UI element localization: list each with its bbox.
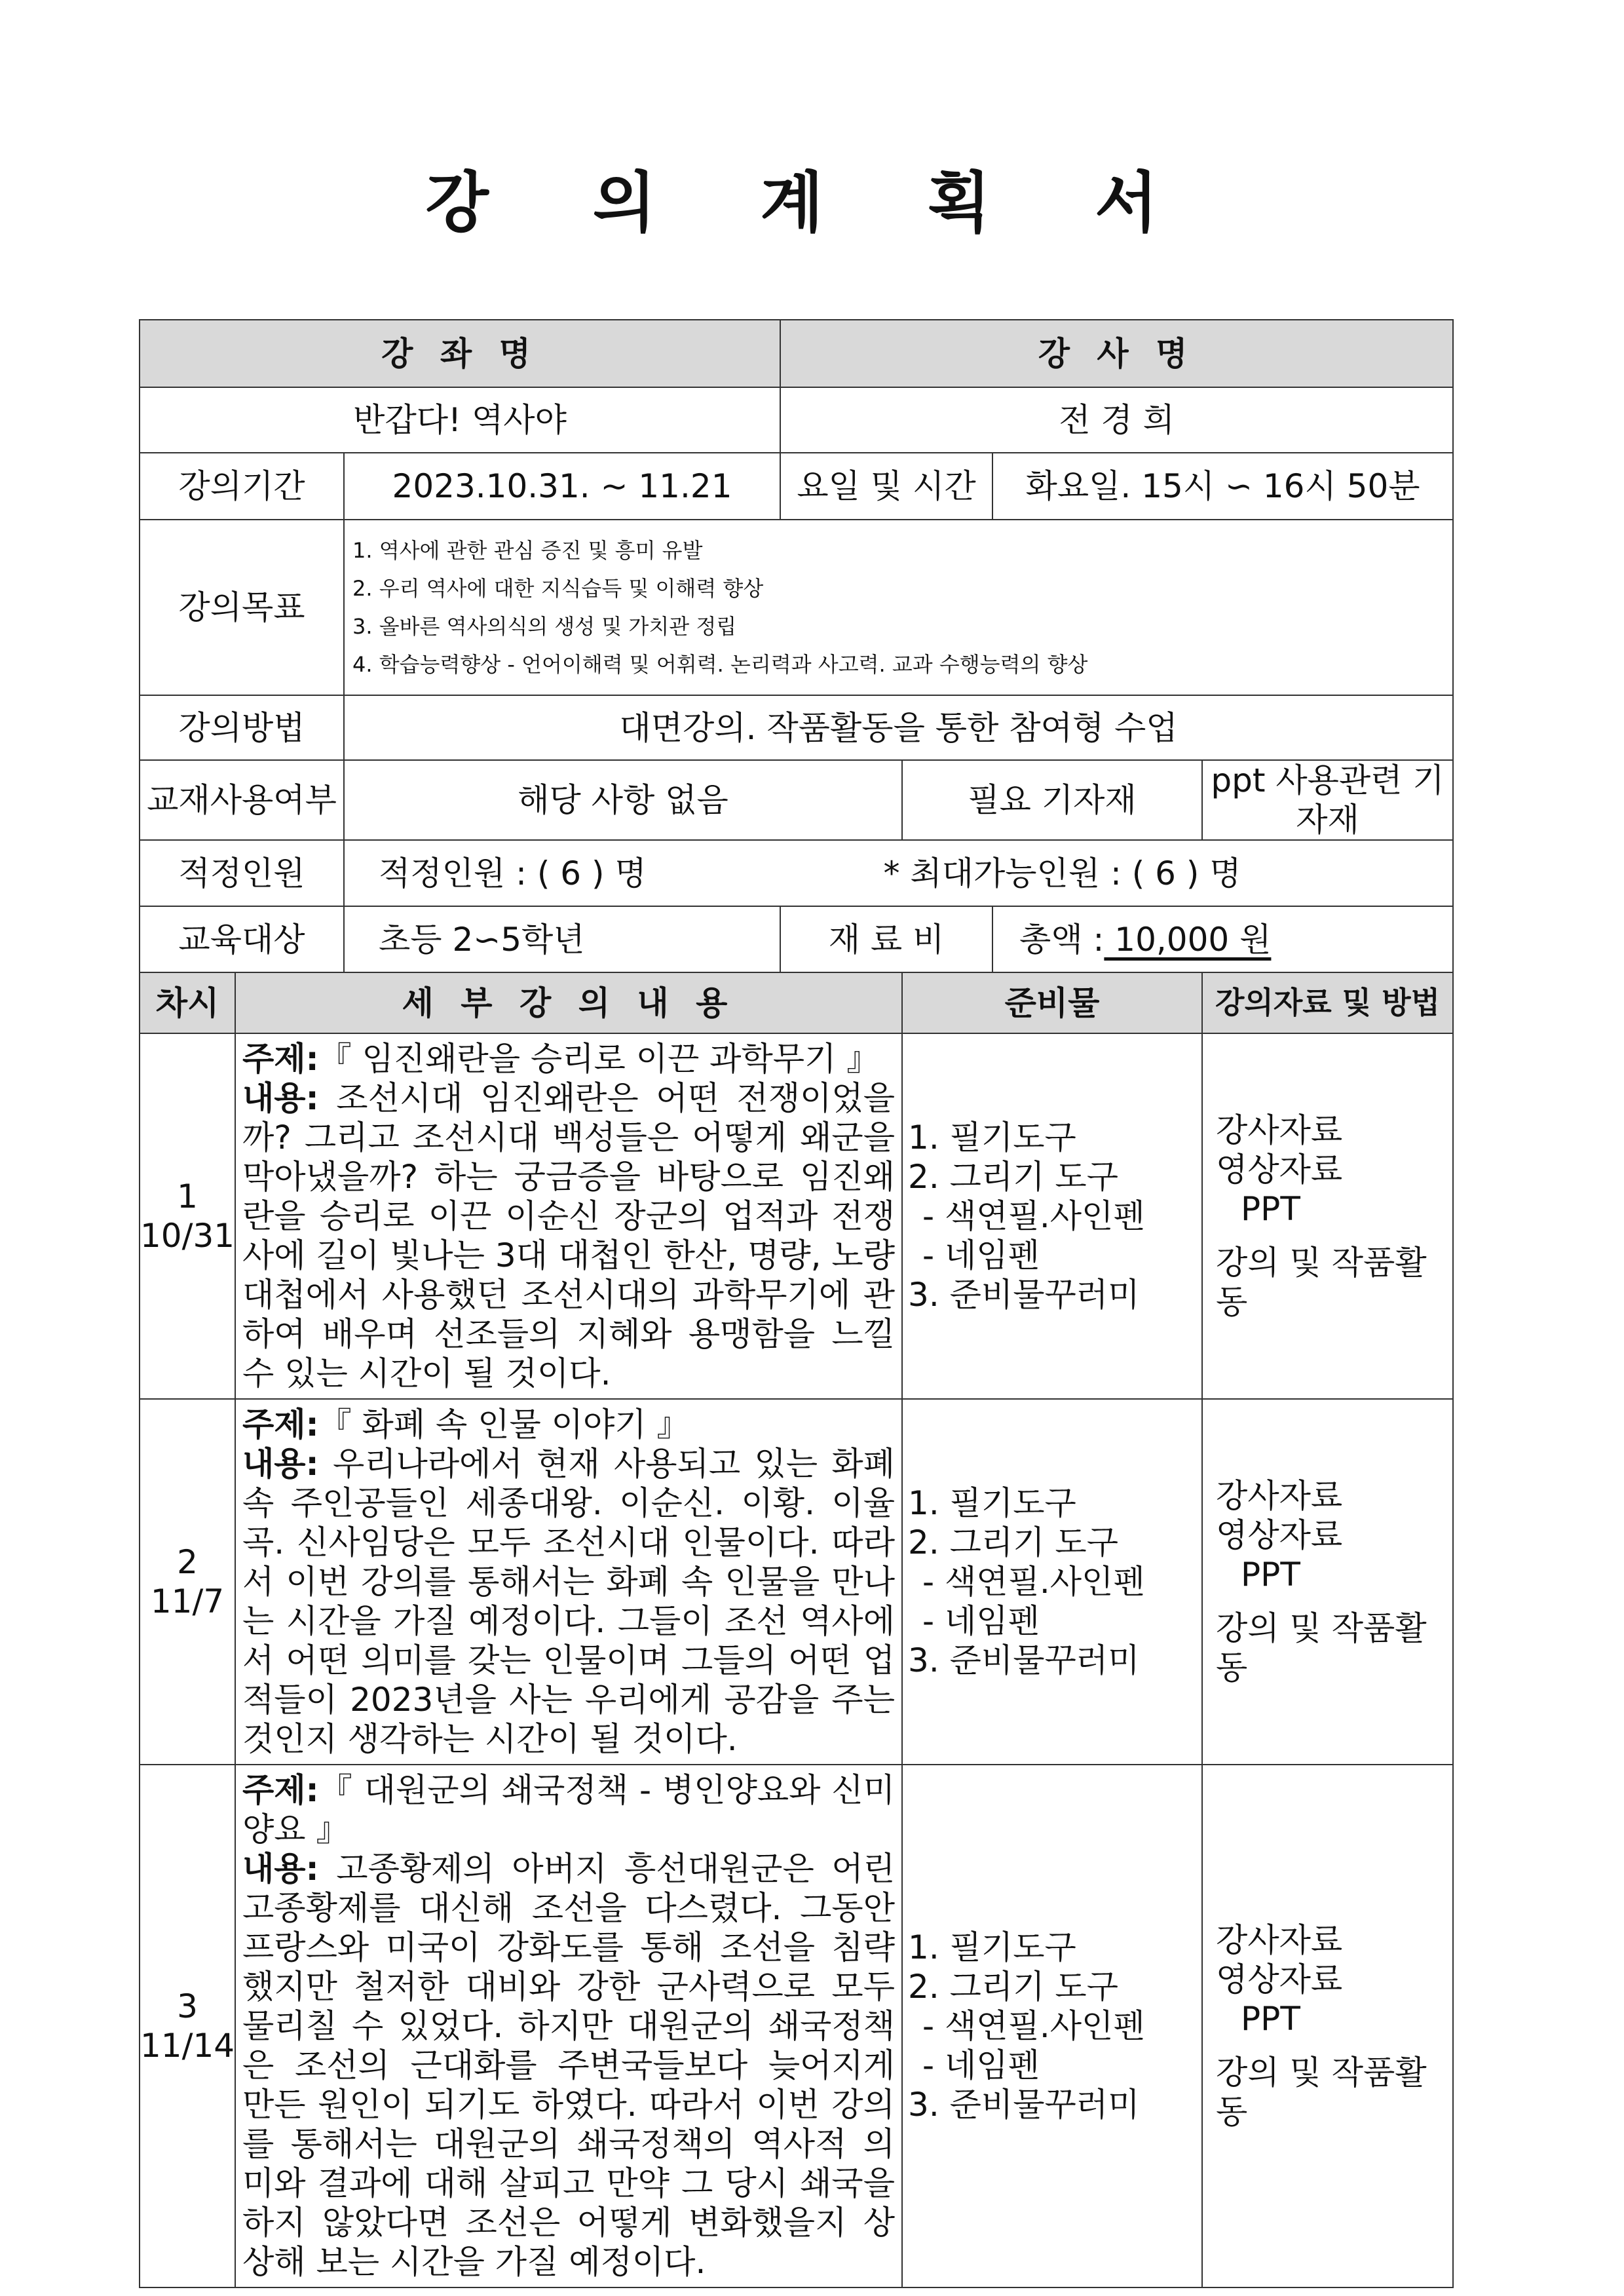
period-value: 2023.10.31. ~ 11.21 xyxy=(344,453,780,520)
session-header: 차시 xyxy=(140,972,235,1033)
topic-label: 주제: xyxy=(242,1040,319,1078)
material-item: PPT xyxy=(1241,2000,1300,2038)
session-row xyxy=(140,1765,1453,2287)
lecture-plan-table xyxy=(139,319,1454,2288)
session-description: 고종황제의 아버지 흥선대원군은 어린 고종황제를 대신해 조선을 다스렸다. 그동안 프랑스와 미국이 강화도를 통해 조선을 침략했지만 철저한 대비와 강한 군사력으로 모두 물리칠 수 있었다. 하지만 대원군의 쇄국정책은 조선의 근대화를 주변국들보다 늦어지게 만든 원인이 되기도 하였다. 따라서 이번 강의를 통해서는 대원군의 쇄국정책의 역사적 의미와 결과에 대해 살피고 만약 그 당시 쇄국을 하지 않았다면 조선은 어떻게 변화했을지 상상해 보는 시간을 가질 예정이다. xyxy=(242,1850,896,2281)
material-item: 강사자료 xyxy=(1216,1477,1343,1515)
session-number: 1 xyxy=(177,1177,198,1215)
goals-list xyxy=(344,520,1453,695)
prep-item: - 색연필.사인펜 xyxy=(922,1197,1145,1235)
equipment-value: ppt 사용관련 기자재 xyxy=(1202,760,1453,840)
method-value: 대면강의. 작품활동을 통한 참여형 수업 xyxy=(344,695,1453,760)
session-row xyxy=(140,1033,1453,1399)
prep-item: 3. 준비물꾸러미 xyxy=(908,1641,1140,1679)
session-date: 11/7 xyxy=(150,1582,225,1620)
session-date: 11/14 xyxy=(140,2027,235,2065)
prep-item: - 네임펜 xyxy=(922,1236,1040,1274)
fee-label: 재 료 비 xyxy=(780,906,992,972)
content-label: 내용: xyxy=(242,1079,319,1117)
goal-item: 4. 학습능력향상 - 언어이해력 및 어휘력. 논리력과 사고력. 교과 수행능력의 향상 xyxy=(352,652,1088,677)
prep-item: 1. 필기도구 xyxy=(908,1119,1076,1157)
content-header: 세 부 강 의 내 용 xyxy=(235,972,902,1033)
equipment-label: 필요 기자재 xyxy=(902,760,1202,840)
fee-prefix: 총액 : xyxy=(1019,920,1105,959)
document-title: 강 의 계 획 서 xyxy=(425,164,1199,241)
instructor-header: 강 사 명 xyxy=(780,320,1453,387)
prep-item: 3. 준비물꾸러미 xyxy=(908,1276,1140,1314)
session-date: 10/31 xyxy=(140,1217,235,1255)
goals-label: 강의목표 xyxy=(140,520,344,695)
material-item: 영상자료 xyxy=(1216,1151,1343,1189)
material-item: 강의 및 작품활동 xyxy=(1216,1609,1427,1687)
method-label: 강의방법 xyxy=(140,695,344,760)
prep-item: - 네임펜 xyxy=(922,2046,1040,2084)
content-label: 내용: xyxy=(242,1850,319,1888)
materials-list xyxy=(1202,1399,1453,1765)
content-label: 내용: xyxy=(242,1445,319,1483)
session-content xyxy=(235,1033,902,1399)
materials-list xyxy=(1202,1765,1453,2287)
capacity-recommended: 적정인원 : ( 6 ) 명 xyxy=(379,854,647,892)
material-item: 강의 및 작품활동 xyxy=(1216,1244,1427,1321)
prep-item: - 색연필.사인펜 xyxy=(922,1563,1145,1601)
session-number: 3 xyxy=(177,1987,198,2025)
materials-header: 강의자료 및 방법 xyxy=(1202,972,1453,1033)
course-name: 반갑다! 역사야 xyxy=(140,387,780,453)
prep-item: 1. 필기도구 xyxy=(908,1484,1076,1522)
prep-item: 2. 그리기 도구 xyxy=(908,1968,1119,2006)
fee-amount: 10,000 원 xyxy=(1104,920,1272,959)
session-topic: 『 화폐 속 인물 이야기 』 xyxy=(318,1406,690,1444)
session-topic: 『 대원군의 쇄국정책 - 병인양요와 신미양요 』 xyxy=(242,1771,896,1848)
session-cell xyxy=(140,1399,235,1765)
fee-value xyxy=(992,906,1453,972)
session-description: 우리나라에서 현재 사용되고 있는 화폐 속 주인공들인 세종대왕. 이순신. 이황. 이율곡. 신사임당은 모두 조선시대 인물이다. 따라서 이번 강의를 통해서는 화폐 속 인물을 만나는 시간을 가질 예정이다. 그들이 조선 역사에서 어떤 의미를 갖는 인물이며 그들의 어떤 업적들이 2023년을 사는 우리에게 공감을 주는 것인지 생각하는 시간이 될 것이다. xyxy=(242,1445,896,1758)
material-item: PPT xyxy=(1241,1556,1300,1594)
session-cell xyxy=(140,1033,235,1399)
material-item: 강사자료 xyxy=(1216,1111,1343,1149)
prep-list xyxy=(902,1399,1202,1765)
prep-item: 2. 그리기 도구 xyxy=(908,1523,1119,1561)
session-row xyxy=(140,1399,1453,1765)
period-label: 강의기간 xyxy=(140,453,344,520)
session-content xyxy=(235,1399,902,1765)
instructor-name: 전 경 희 xyxy=(780,387,1453,453)
prep-item: 2. 그리기 도구 xyxy=(908,1158,1119,1196)
material-item: 강사자료 xyxy=(1216,1921,1343,1959)
goal-item: 2. 우리 역사에 대한 지식습득 및 이해력 향상 xyxy=(352,576,764,601)
session-cell xyxy=(140,1765,235,2287)
goal-item: 3. 올바른 역사의식의 생성 및 가치관 정립 xyxy=(352,614,737,639)
material-item: 영상자료 xyxy=(1216,1516,1343,1554)
prep-item: 1. 필기도구 xyxy=(908,1928,1076,1966)
topic-label: 주제: xyxy=(242,1406,319,1444)
prep-item: - 색연필.사인펜 xyxy=(922,2007,1145,2045)
textbook-label: 교재사용여부 xyxy=(140,760,344,840)
prep-item: - 네임펜 xyxy=(922,1602,1040,1640)
prep-header: 준비물 xyxy=(902,972,1202,1033)
session-number: 2 xyxy=(177,1543,198,1581)
goal-item: 1. 역사에 관한 관심 증진 및 흥미 유발 xyxy=(352,538,703,563)
capacity-label: 적정인원 xyxy=(140,840,344,906)
topic-label: 주제: xyxy=(242,1771,319,1809)
material-item: 강의 및 작품활동 xyxy=(1216,2054,1427,2131)
capacity-max: * 최대가능인원 : ( 6 ) 명 xyxy=(883,854,1241,892)
session-description: 조선시대 임진왜란은 어떤 전쟁이었을까? 그리고 조선시대 백성들은 어떻게 왜군을 막아냈을까? 하는 궁금증을 바탕으로 임진왜란을 승리로 이끈 이순신 장군의 업적과 전쟁사에 길이 빛나는 3대 대첩인 한산, 명량, 노량대첩에서 사용했던 조선시대의 과학무기에 관하여 배우며 선조들의 지혜와 용맹함을 느낄 수 있는 시간이 될 것이다. xyxy=(242,1079,896,1392)
course-name-header: 강 좌 명 xyxy=(140,320,780,387)
session-topic: 『 임진왜란을 승리로 이끈 과학무기 』 xyxy=(318,1040,880,1078)
textbook-value: 해당 사항 없음 xyxy=(344,760,902,840)
target-label: 교육대상 xyxy=(140,906,344,972)
prep-item: 3. 준비물꾸러미 xyxy=(908,2086,1140,2124)
prep-list xyxy=(902,1033,1202,1399)
schedule-label: 요일 및 시간 xyxy=(780,453,992,520)
schedule-value: 화요일. 15시 ∽ 16시 50분 xyxy=(992,453,1453,520)
material-item: 영상자료 xyxy=(1216,1961,1343,1999)
material-item: PPT xyxy=(1241,1190,1300,1228)
session-content xyxy=(235,1765,902,2287)
capacity-value xyxy=(344,840,1453,906)
materials-list xyxy=(1202,1033,1453,1399)
prep-list xyxy=(902,1765,1202,2287)
target-value: 초등 2∽5학년 xyxy=(344,906,780,972)
